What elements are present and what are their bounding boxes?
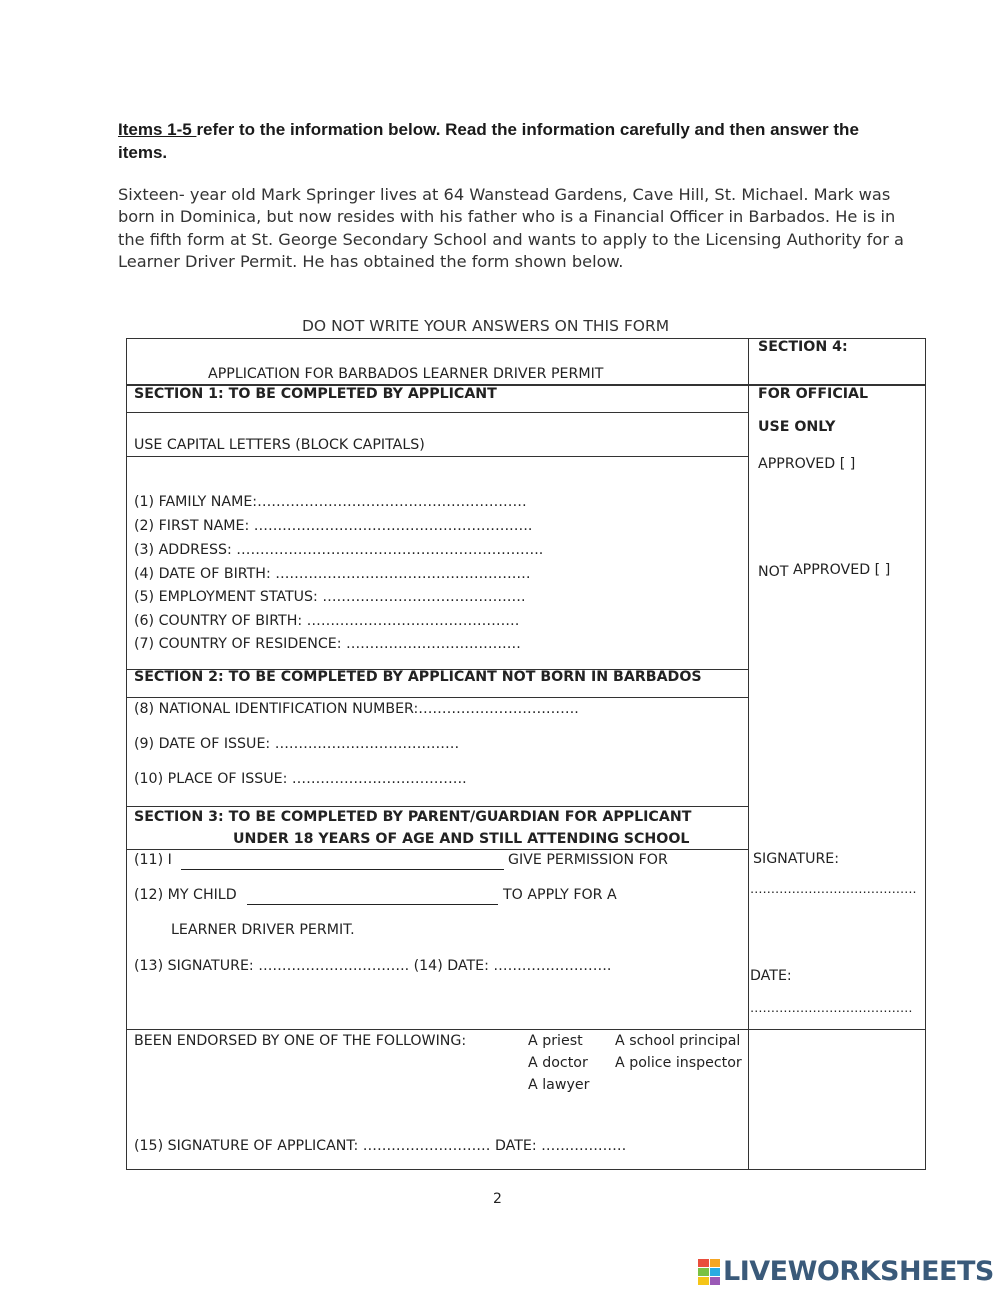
form-border-right [925,338,926,1170]
column-divider [748,338,749,1170]
rule-s2-bottom [126,697,749,698]
official-use-line2: USE ONLY [758,419,836,435]
form-title: APPLICATION FOR BARBADOS LEARNER DRIVER PERMIT [208,366,604,382]
section3-heading-line1: SECTION 3: TO BE COMPLETED BY PARENT/GUARDIAN FOR APPLICANT [134,809,692,825]
not-approved-checkbox [758,562,890,578]
field-place-of-issue: (10) PLACE OF ISSUE: ………………………………. [134,771,467,787]
field-first-name: (2) FIRST NAME: ……………………………………………….…. [134,518,533,534]
field-national-id: (8) NATIONAL IDENTIFICATION NUMBER:……………………………. [134,701,579,717]
intro-heading-text: refer to the information below. Read the information carefully and then answer the items. [118,120,859,162]
liveworksheets-brand: LIVEWORKSHEETS [723,1256,994,1287]
field12-suffix: TO APPLY FOR A [503,887,617,903]
endorser-police-inspector: A police inspector [615,1055,742,1071]
rule-s3-bottom [126,849,749,850]
form-border-left [126,338,127,1170]
field-country-of-birth: (6) COUNTRY OF BIRTH: ……………………………………… [134,613,520,629]
section2-heading: SECTION 2: TO BE COMPLETED BY APPLICANT NOT BORN IN BARBADOS [134,669,702,685]
endorser-priest: A priest [528,1033,583,1049]
liveworksheets-logo [698,1256,994,1287]
section4-heading: SECTION 4: [758,339,848,355]
field-signature-date: (13) SIGNATURE: ………………………….. (14) DATE: ……………………. [134,958,612,974]
field12-continued: LEARNER DRIVER PERMIT. [171,922,355,938]
field-country-of-residence: (7) COUNTRY OF RESIDENCE: ………………………………. [134,636,521,652]
field-employment-status: (5) EMPLOYMENT STATUS: ……………………………………. [134,589,526,605]
official-use-line1: FOR OFFICIAL [758,386,869,402]
liveworksheets-logo-icon [698,1259,720,1285]
approved-checkbox: APPROVED [ ] [758,456,856,472]
official-signature-label: SIGNATURE: [753,851,840,867]
form-border-bottom [126,1169,926,1170]
do-not-write-note: DO NOT WRITE YOUR ANSWERS ON THIS FORM [302,317,670,335]
rule-s1 [126,412,749,413]
field-family-name: (1) FAMILY NAME:………………………………………………… [134,494,527,510]
official-date-label: DATE: [750,968,792,984]
section1-heading: SECTION 1: TO BE COMPLETED BY APPLICANT [134,386,497,402]
official-date-dots: ………………………………… [750,1000,913,1015]
page-number: 2 [493,1191,502,1207]
intro-heading [118,118,898,164]
field-applicant-signature: (15) SIGNATURE OF APPLICANT: ……………………… DATE: ……………… [134,1138,627,1154]
field11-suffix: GIVE PERMISSION FOR [508,852,668,868]
items-reference: Items 1-5 [118,120,197,139]
field12-blank [247,904,498,905]
field-date-of-issue: (9) DATE OF ISSUE: ………………………………… [134,736,460,752]
field-date-of-birth: (4) DATE OF BIRTH: ……………………………………………… [134,566,531,582]
field11-prefix: (11) I [134,852,172,868]
endorser-lawyer: A lawyer [528,1077,590,1093]
rule-s3-top [126,806,749,807]
not-approved-rest: APPROVED [ ] [792,562,891,578]
not-approved-not: NOT [758,564,789,580]
rule-caps [126,456,749,457]
field11-blank [181,869,504,870]
endorsed-label: BEEN ENDORSED BY ONE OF THE FOLLOWING: [134,1033,467,1049]
field-address: (3) ADDRESS: ……………………………………………………….. [134,542,544,558]
intro-paragraph: Sixteen- year old Mark Springer lives at 64 Wanstead Gardens, Cave Hill, St. Michael. Mark was born in Dominica, but now resides with his father who is a Financial Officer in Barbados. He is in the fifth form at St. George Secondary School and wants to apply to the Licensing Authority for a Learner Driver Permit. He has obtained the form shown below. [118,185,904,271]
capitals-note: USE CAPITAL LETTERS (BLOCK CAPITALS) [134,437,425,453]
section3-heading-line2: UNDER 18 YEARS OF AGE AND STILL ATTENDING SCHOOL [233,831,690,847]
official-signature-dots: …………………………………. [750,881,917,896]
rule-endorse [126,1029,926,1030]
field12-prefix: (12) MY CHILD [134,887,237,903]
endorser-school-principal: A school principal [615,1033,741,1049]
endorser-doctor: A doctor [528,1055,588,1071]
